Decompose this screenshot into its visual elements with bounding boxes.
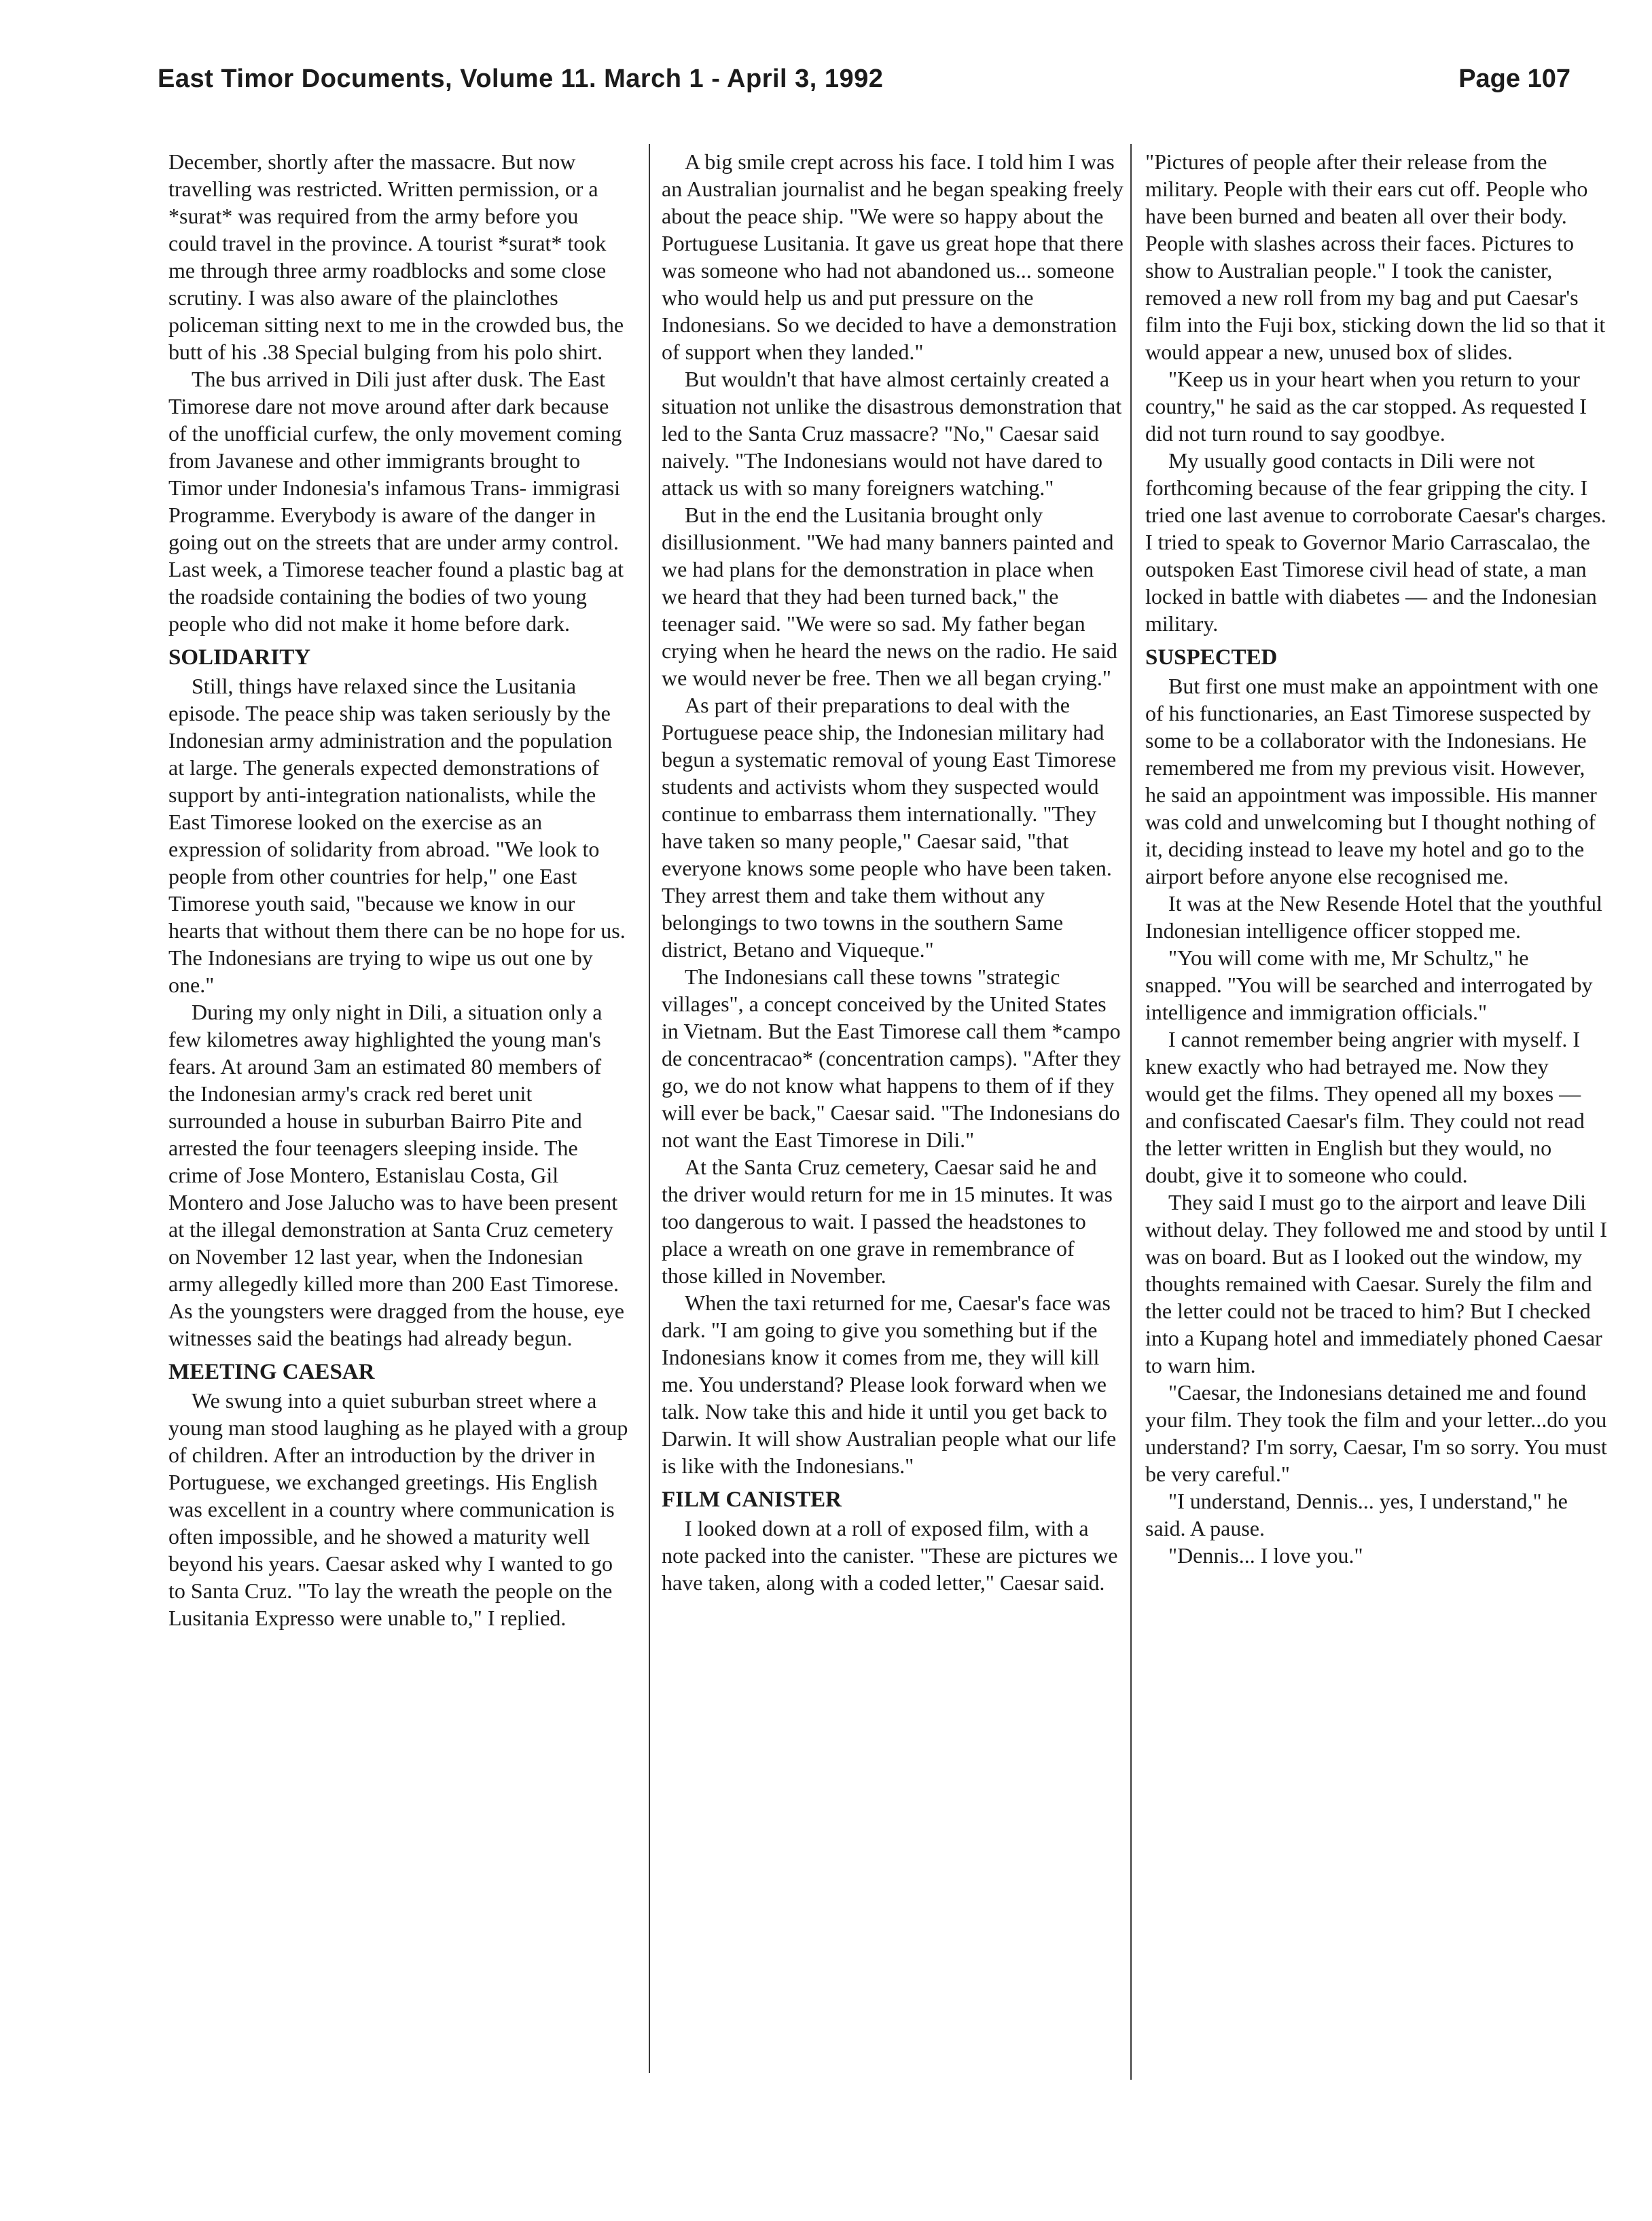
text-column-1 [168,148,630,1631]
paragraph: "Caesar, the Indonesians detained me and found your film. They took the film and your letter...do you understand? I'm sorry, Caesar, I'm so sorry. You must be very careful." [1145,1380,1607,1486]
paragraph: "Dennis... I love you." [1168,1543,1363,1568]
paragraph: "Pictures of people after their release from the military. People with their ears cut off. People who have been burned and beaten all over their body. People with slashes across their faces. Pictures to show to Australian people." I took the canister, removed a new roll from my bag and put Caesar's film into the Fuji box, sticking down the lid so that it would appear a new, unused box of slides. [1145,149,1606,364]
paragraph: But in the end the Lusitania brought only disillusionment. "We had many banners painted and we had plans for the demonstration in place when we heard that they had been turned back," the teenager said. "We were so sad. My father began crying when he heard the news on the radio. He said we would never be free. Then we all began crying." [662,503,1117,690]
section-heading: SOLIDARITY [168,645,311,670]
paragraph: During my only night in Dili, a situation only a few kilometres away highlighted the young man's fears. At around 3am an estimated 80 members of the Indonesian army's crack red beret unit surrounded a house in suburban Bairro Pite and arrested the four teenagers sleeping inside. The crime of Jose Montero, Estanislau Costa, Gil Montero and Jose Jalucho was to have been present at the illegal demonstration at Santa Cruz cemetery on November 12 last year, when the Indonesian army allegedly killed more than 200 East Timorese. As the youngsters were dragged from the house, eye witnesses said the beatings had already begun. [168,1000,624,1350]
paragraph: At the Santa Cruz cemetery, Caesar said he and the driver would return for me in 15 minutes. It was too dangerous to wait. I passed the headstones to place a wreath on one grave in remembrance of those killed in November. [662,1155,1113,1288]
paragraph: They said I must go to the airport and leave Dili without delay. They followed me and stood by until I was on board. But as I looked out the window, my thoughts remained with Caesar. Surely the film and the letter could not be traced to him? But I checked into a Kupang hotel and immediately phoned Caesar to warn him. [1145,1190,1607,1377]
paragraph: The Indonesians call these towns "strategic villages", a concept conceived by the United States in Vietnam. But the East Timorese call them *campo de concentracao* (concentration camps). "After they go, we do not know what happens to them of if they will ever be back," Caesar said. "The Indonesians do not want the East Timorese in Dili." [662,964,1121,1152]
paragraph: A big smile crept across his face. I told him I was an Australian journalist and he began speaking freely about the peace ship. "We were so happy about the Portuguese Lusitania. It gave us great hope that there was someone who had not abandoned us... someone who would help us and put pressure on the Indonesians. So we decided to have a demonstration of support when they landed." [662,149,1124,364]
publication-title: East Timor Documents, Volume 11. March 1 - April 3, 1992 [158,65,884,93]
paragraph: "I understand, Dennis... yes, I understand," he said. A pause. [1145,1489,1568,1540]
section-heading: SUSPECTED [1145,645,1278,670]
paragraph: Still, things have relaxed since the Lusitania episode. The peace ship was taken seriously by the Indonesian army administration and the population at large. The generals expected demonstrations of support by anti-integration nationalists, while the East Timorese looked on the exercise as an expression of solidarity from abroad. "We look to people from other countries for help," one East Timorese youth said, "because we know in our hearts that without them there can be no hope for us. The Indonesians are trying to wipe us out one by one." [168,674,626,997]
page-number: Page 107 [1458,65,1570,93]
paragraph: I cannot remember being angrier with myself. I knew exactly who had betrayed me. Now they would get the films. They opened all my boxes — and confiscated Caesar's film. They could not read the letter written in English but they would, no doubt, give it to someone who could. [1145,1027,1585,1187]
column-divider [649,144,650,2073]
page-header [158,58,1570,99]
paragraph: It was at the New Resende Hotel that the youthful Indonesian intelligence officer stopped me. [1145,891,1602,943]
text-column-3 [1145,148,1607,1569]
paragraph: As part of their preparations to deal with the Portuguese peace ship, the Indonesian military had begun a systematic removal of young East Timorese students and activists whom they suspected would continue to embarrass them internationally. "They have taken so many people," Caesar said, "that everyone knows some people who have been taken. They arrest them and take them without any belongings to two towns in the southern Same district, Betano and Viqueque." [662,693,1117,962]
section-heading: MEETING CAESAR [168,1360,375,1384]
paragraph: December, shortly after the massacre. But now travelling was restricted. Written permission, or a *surat* was required from the army before you could travel in the province. A tourist *surat* took me through three army roadblocks and some close scrutiny. I was also aware of the plainclothes policeman sitting next to me in the crowded bus, the butt of his .38 Special bulging from his polo shirt. [168,149,624,364]
paragraph: When the taxi returned for me, Caesar's face was dark. "I am going to give you something but if the Indonesians know it comes from me, they will kill me. You understand? Please look forward when we talk. Now take this and hide it until you get back to Darwin. It will show Australian people what our life is like with the Indonesians." [662,1290,1117,1478]
paragraph: But first one must make an appointment with one of his functionaries, an East Timorese suspected by some to be a collaborator with the Indonesians. He remembered me from my previous visit. However, he said an appointment was impossible. His manner was cold and unwelcoming but I thought nothing of it, deciding instead to leave my hotel and go to the airport before anyone else recognised me. [1145,674,1598,888]
text-column-2 [662,148,1124,1596]
paragraph: My usually good contacts in Dili were not forthcoming because of the fear gripping the city. I tried one last avenue to corroborate Caesar's charges. I tried to speak to Governor Mario Carrascalao, the outspoken East Timorese civil head of state, a man locked in battle with diabetes — and the Indonesian military. [1145,448,1606,636]
paragraph: "Keep us in your heart when you return to your country," he said as the car stopped. As requested I did not turn round to say goodbye. [1145,367,1587,446]
paragraph: "You will come with me, Mr Schultz," he snapped. "You will be searched and interrogated by intelligence and immigration officials." [1145,945,1593,1024]
paragraph: I looked down at a roll of exposed film, with a note packed into the canister. "These are pictures we have taken, along with a coded letter," Caesar said. [662,1516,1118,1595]
section-heading: FILM CANISTER [662,1487,842,1512]
paragraph: The bus arrived in Dili just after dusk. The East Timorese dare not move around after dark because of the unofficial curfew, the only movement coming from Javanese and other immigrants brought to Timor under Indonesia's infamous Trans- immigrasi Programme. Everybody is aware of the danger in going out on the streets that are under army control. Last week, a Timorese teacher found a plastic bag at the roadside containing the bodies of two young people who did not make it home before dark. [168,367,624,636]
paragraph: We swung into a quiet suburban street where a young man stood laughing as he played with a group of children. After an introduction by the driver in Portuguese, we exchanged greetings. His English was excellent in a country where communication is often impossible, and he showed a maturity well beyond his years. Caesar asked why I wanted to go to Santa Cruz. "To lay the wreath the people on the Lusitania Expresso were unable to," I replied. [168,1388,628,1630]
column-divider [1130,144,1132,2080]
paragraph: But wouldn't that have almost certainly created a situation not unlike the disastrous demonstration that led to the Santa Cruz massacre? "No," Caesar said naively. "The Indonesians would not have dared to attack us with so many foreigners watching." [662,367,1122,500]
